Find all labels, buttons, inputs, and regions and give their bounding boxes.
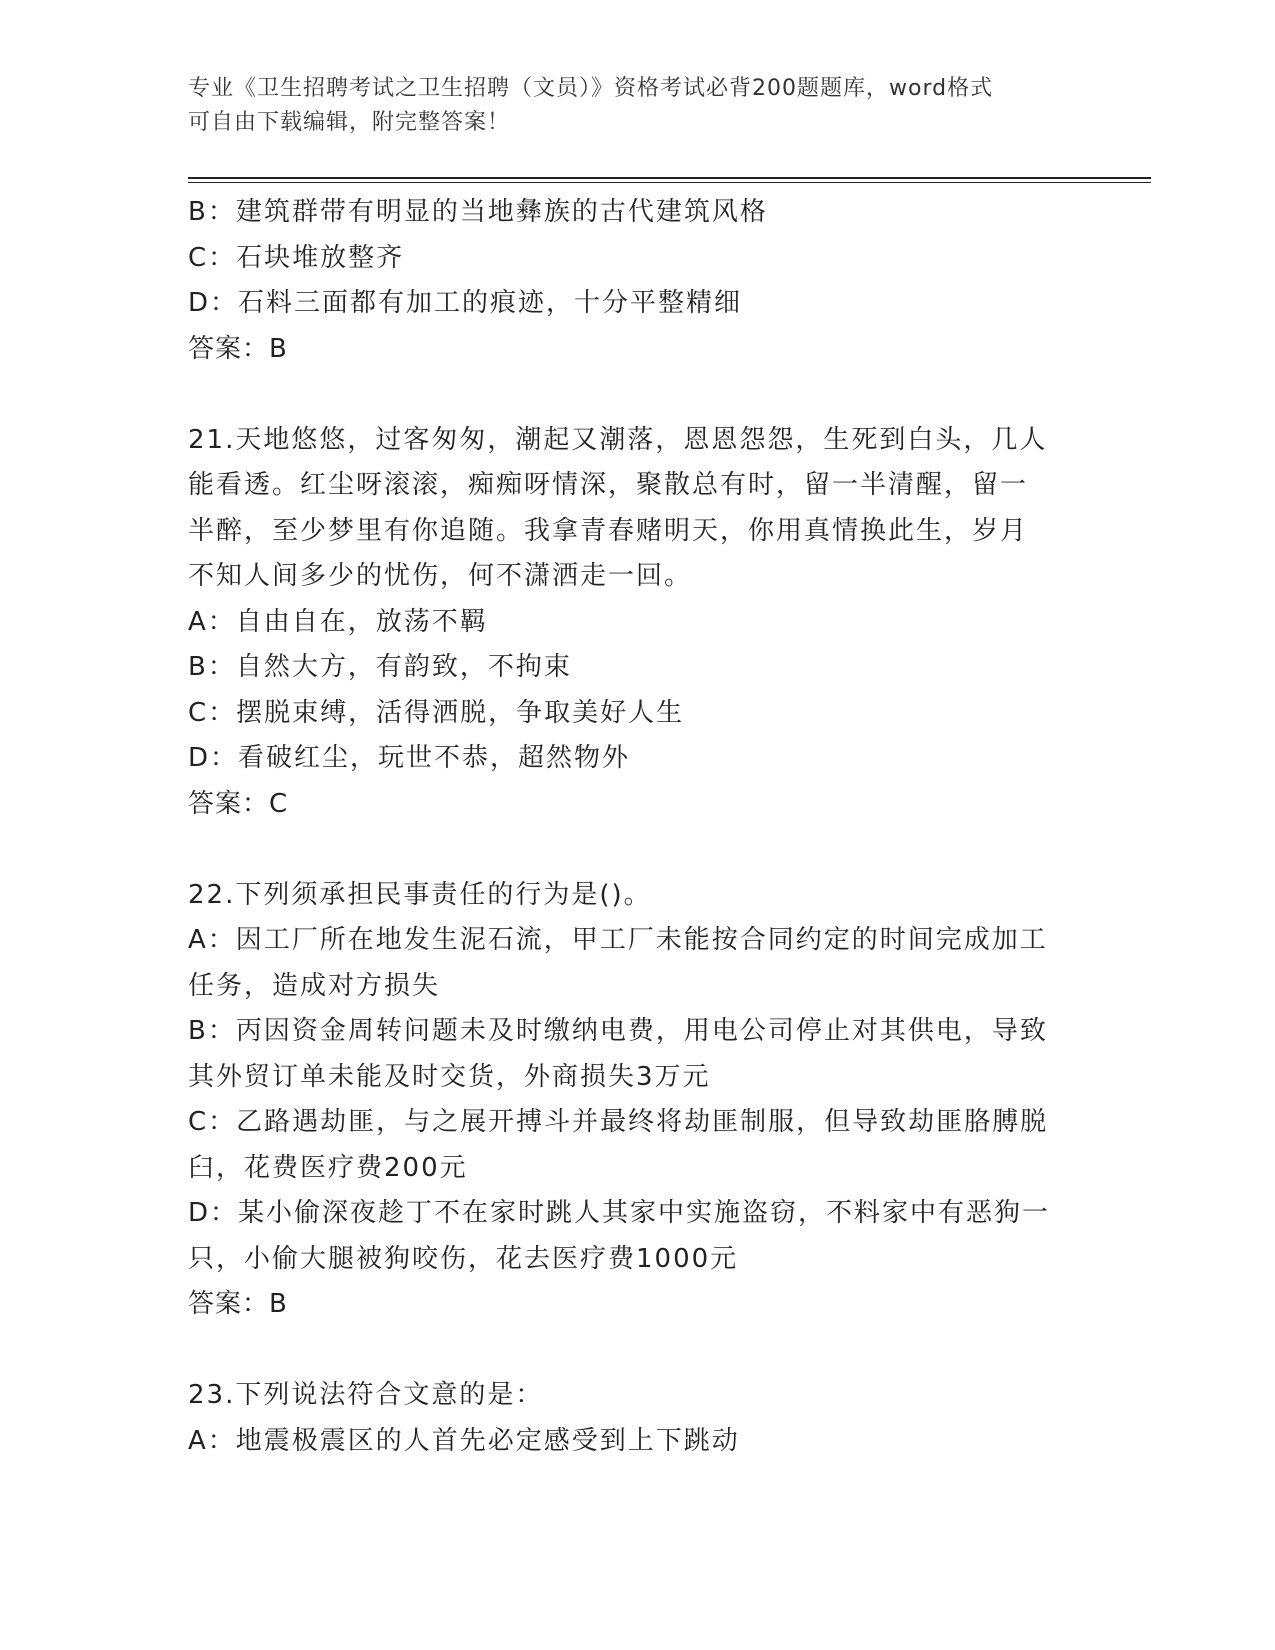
option-a: A：自由自在，放荡不羁 xyxy=(188,606,488,637)
option-c: C：摆脱束缚，活得洒脱，争取美好人生 xyxy=(188,697,685,728)
option-b: B：丙因资金周转问题未及时缴纳电费，用电公司停止对其供电，导致 xyxy=(188,1016,1048,1046)
option-a: A：因工厂所在地发生泥石流，甲工厂未能按合同约定的时间完成加工 xyxy=(188,925,1048,955)
block-spacer xyxy=(188,827,1088,873)
answer-line: 答案：B xyxy=(188,1289,288,1319)
header-line-1: 专业《卫生招聘考试之卫生招聘（文员）》资格考试必背200题题库，word格式 xyxy=(188,76,994,101)
header-divider-thin xyxy=(188,182,1151,183)
header-divider-thick xyxy=(188,177,1151,179)
question-block xyxy=(188,873,1088,1328)
option-b: B：建筑群带有明显的当地彝族的古代建筑风格 xyxy=(188,197,768,227)
option-c: C：乙路遇劫匪，与之展开搏斗并最终将劫匪制服，但导致劫匪胳膊脱 xyxy=(188,1107,1049,1137)
question-block xyxy=(188,418,1088,828)
header-line-2: 可自由下载编辑，附完整答案！ xyxy=(188,110,511,135)
option-d-continued: 只，小偷大腿被狗咬伤，花去医疗费1000元 xyxy=(188,1243,739,1274)
question-text: 半醉，至少梦里有你追随。我拿青春赌明天，你用真情换此生，岁月 xyxy=(188,515,1029,546)
block-spacer xyxy=(188,372,1088,418)
option-a: A：地震极震区的人首先必定感受到上下跳动 xyxy=(188,1425,740,1456)
document-header xyxy=(188,72,1088,140)
question-text: 23.下列说法符合文意的是： xyxy=(188,1380,544,1410)
option-b-continued: 其外贸订单未能及时交货，外商损失3万元 xyxy=(188,1061,711,1092)
answer-line: 答案：C xyxy=(188,788,289,819)
option-d: D：某小偷深夜趁丁不在家时跳人其家中实施盗窃，不料家中有恶狗一 xyxy=(188,1198,1051,1228)
question-text: 22.下列须承担民事责任的行为是()。 xyxy=(188,879,652,910)
option-c-continued: 臼，花费医疗费200元 xyxy=(188,1152,468,1183)
option-c: C：石块堆放整齐 xyxy=(188,242,405,273)
option-d: D：石料三面都有加工的痕迹，十分平整精细 xyxy=(188,288,743,318)
question-text: 不知人间多少的忧伤，何不潇洒走一回。 xyxy=(188,561,693,591)
question-block xyxy=(188,1373,1088,1464)
question-text: 21.天地悠悠，过客匆匆，潮起又潮落，恩恩怨怨，生死到白头，几人 xyxy=(188,424,1048,455)
document-body xyxy=(188,190,1088,1464)
question-text: 能看透。红尘呀滚滚，痴痴呀情深，聚散总有时，留一半清醒，留一 xyxy=(188,470,1029,500)
option-d: D：看破红尘，玩世不恭，超然物外 xyxy=(188,743,631,773)
question-block xyxy=(188,190,1088,372)
option-a-continued: 任务，造成对方损失 xyxy=(188,970,441,1001)
option-b: B：自然大方，有韵致，不拘束 xyxy=(188,652,572,682)
answer-line: 答案：B xyxy=(188,333,288,364)
block-spacer xyxy=(188,1328,1088,1374)
